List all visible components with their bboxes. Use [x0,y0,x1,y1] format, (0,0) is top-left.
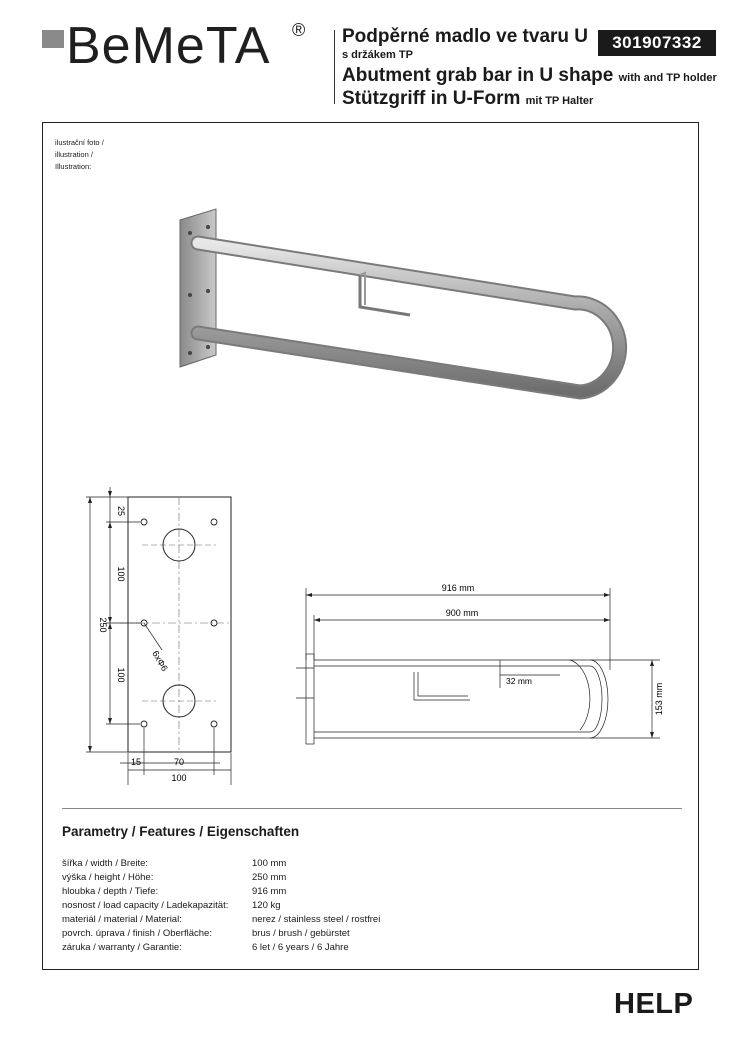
dim-32: 32 mm [506,676,532,686]
param-label: záruka / warranty / Garantie: [62,942,182,953]
dim-100-width: 100 [171,773,187,783]
title-english-suffix: with and TP holder [618,72,717,84]
side-view-drawing [290,580,670,750]
param-value: 916 mm [252,886,287,897]
dim-70: 70 [173,757,185,767]
param-row [62,857,287,870]
param-value: 6 let / 6 years / 6 Jahre [252,942,349,953]
param-row [62,941,349,954]
plate-outline [128,497,231,752]
section-divider [62,808,682,809]
plate-drawing [80,475,240,795]
param-value: brus / brush / gebürstet [252,928,350,939]
product-code-badge: 301907332 [598,30,716,56]
dim-holes: 6xΦ6 [150,649,170,673]
param-label: materiál / material / Material: [62,914,182,925]
illustration-label [55,137,104,173]
title-czech: Podpěrné madlo ve tvaru U [342,26,589,47]
param-label: výška / height / Höhe: [62,872,154,883]
title-german [342,88,593,112]
title-english [342,65,717,89]
illustration-label-line: Illustration: [55,162,92,171]
dim-250: 250 [98,617,108,633]
series-label: HELP [614,988,694,1020]
param-row [62,871,287,884]
title-czech-sub: s držákem TP [342,49,413,61]
dim-25: 25 [116,505,126,517]
wall-plate [180,209,216,367]
param-label: šířka / width / Breite: [62,858,149,869]
param-row [62,913,381,926]
param-value: 250 mm [252,872,287,883]
title-english-main: Abutment grab bar in U shape [342,65,614,86]
title-german-main: Stützgriff in U-Form [342,88,521,109]
parameters-heading: Parametry / Features / Eigenschaften [62,824,300,839]
param-label: nosnost / load capacity / Ladekapazität: [62,900,229,911]
param-value: 120 kg [252,900,281,911]
product-photo [160,195,630,425]
brand-logo: BeMeTA [66,17,271,75]
dim-100-top: 100 [116,566,126,582]
dim-916: 916 mm [441,583,475,593]
param-value: nerez / stainless steel / rostfrei [252,914,381,925]
title-german-suffix: mit TP Halter [525,95,594,107]
dim-153: 153 mm [654,682,664,716]
registered-mark: ® [292,20,306,40]
param-value: 100 mm [252,858,287,869]
logo-square-mark [42,30,64,48]
param-row [62,885,287,898]
param-row [62,899,281,912]
illustration-label-line: illustration / [55,150,93,159]
header-divider [334,30,335,104]
dim-100-bottom: 100 [116,667,126,683]
param-label: hloubka / depth / Tiefe: [62,886,159,897]
dim-15: 15 [130,757,142,767]
param-label: povrch. úprava / finish / Oberfläche: [62,928,212,939]
illustration-label-line: ilustrační foto / [55,138,104,147]
param-row [62,927,350,940]
dim-900: 900 mm [445,608,479,618]
